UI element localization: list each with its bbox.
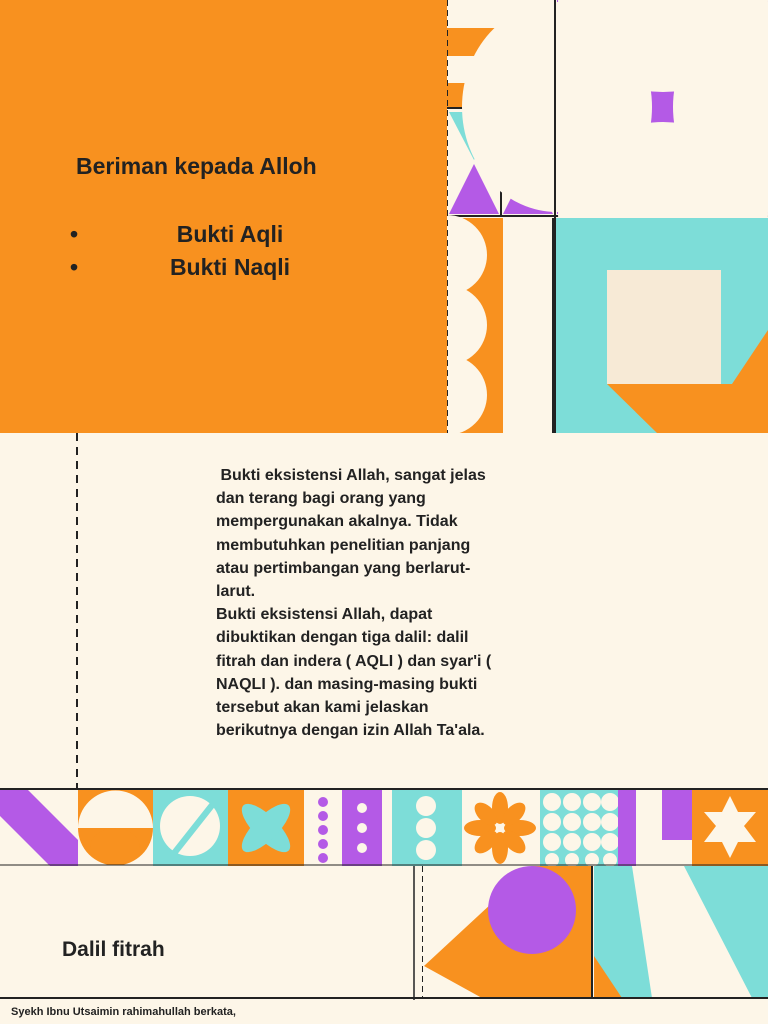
bullet-symbol: • xyxy=(70,221,79,247)
quote-intro: Syekh Ibnu Utsaimin rahimahullah berkata, xyxy=(11,1006,236,1018)
dashed-divider xyxy=(72,433,82,793)
page-title: Beriman kepada Alloh xyxy=(76,153,317,179)
geometric-pattern-strip xyxy=(0,788,768,866)
geometric-pattern-bottom xyxy=(422,866,768,998)
bullet-symbol: • xyxy=(70,254,79,280)
section-heading: Dalil fitrah xyxy=(62,938,165,961)
divider-line xyxy=(412,866,416,1000)
bullet-label: Bukti Aqli xyxy=(176,221,284,247)
header-panel xyxy=(0,0,447,433)
bullet-item-naqli xyxy=(60,254,400,284)
geometric-pattern-top xyxy=(447,0,768,433)
body-paragraph: Bukti eksistensi Allah, sangat jelas dan terang bagi orang yang mempergunakan akalnya. Tidak membutuhkan penelitian panjang atau pertimbangan yang berlarut- larut. Bukti eksistensi Allah, dapat dibuktikan dengan tiga dalil: dalil fitrah dan indera ( AQLI ) dan syar'i ( NAQLI ). dan masing-masing bukti tersebut akan kami jelaskan berikutnya dengan izin Allah Ta'ala. xyxy=(216,467,492,740)
horizontal-rule xyxy=(0,996,768,1000)
bullet-item-aqli xyxy=(60,221,400,251)
bullet-label: Bukti Naqli xyxy=(169,254,291,280)
